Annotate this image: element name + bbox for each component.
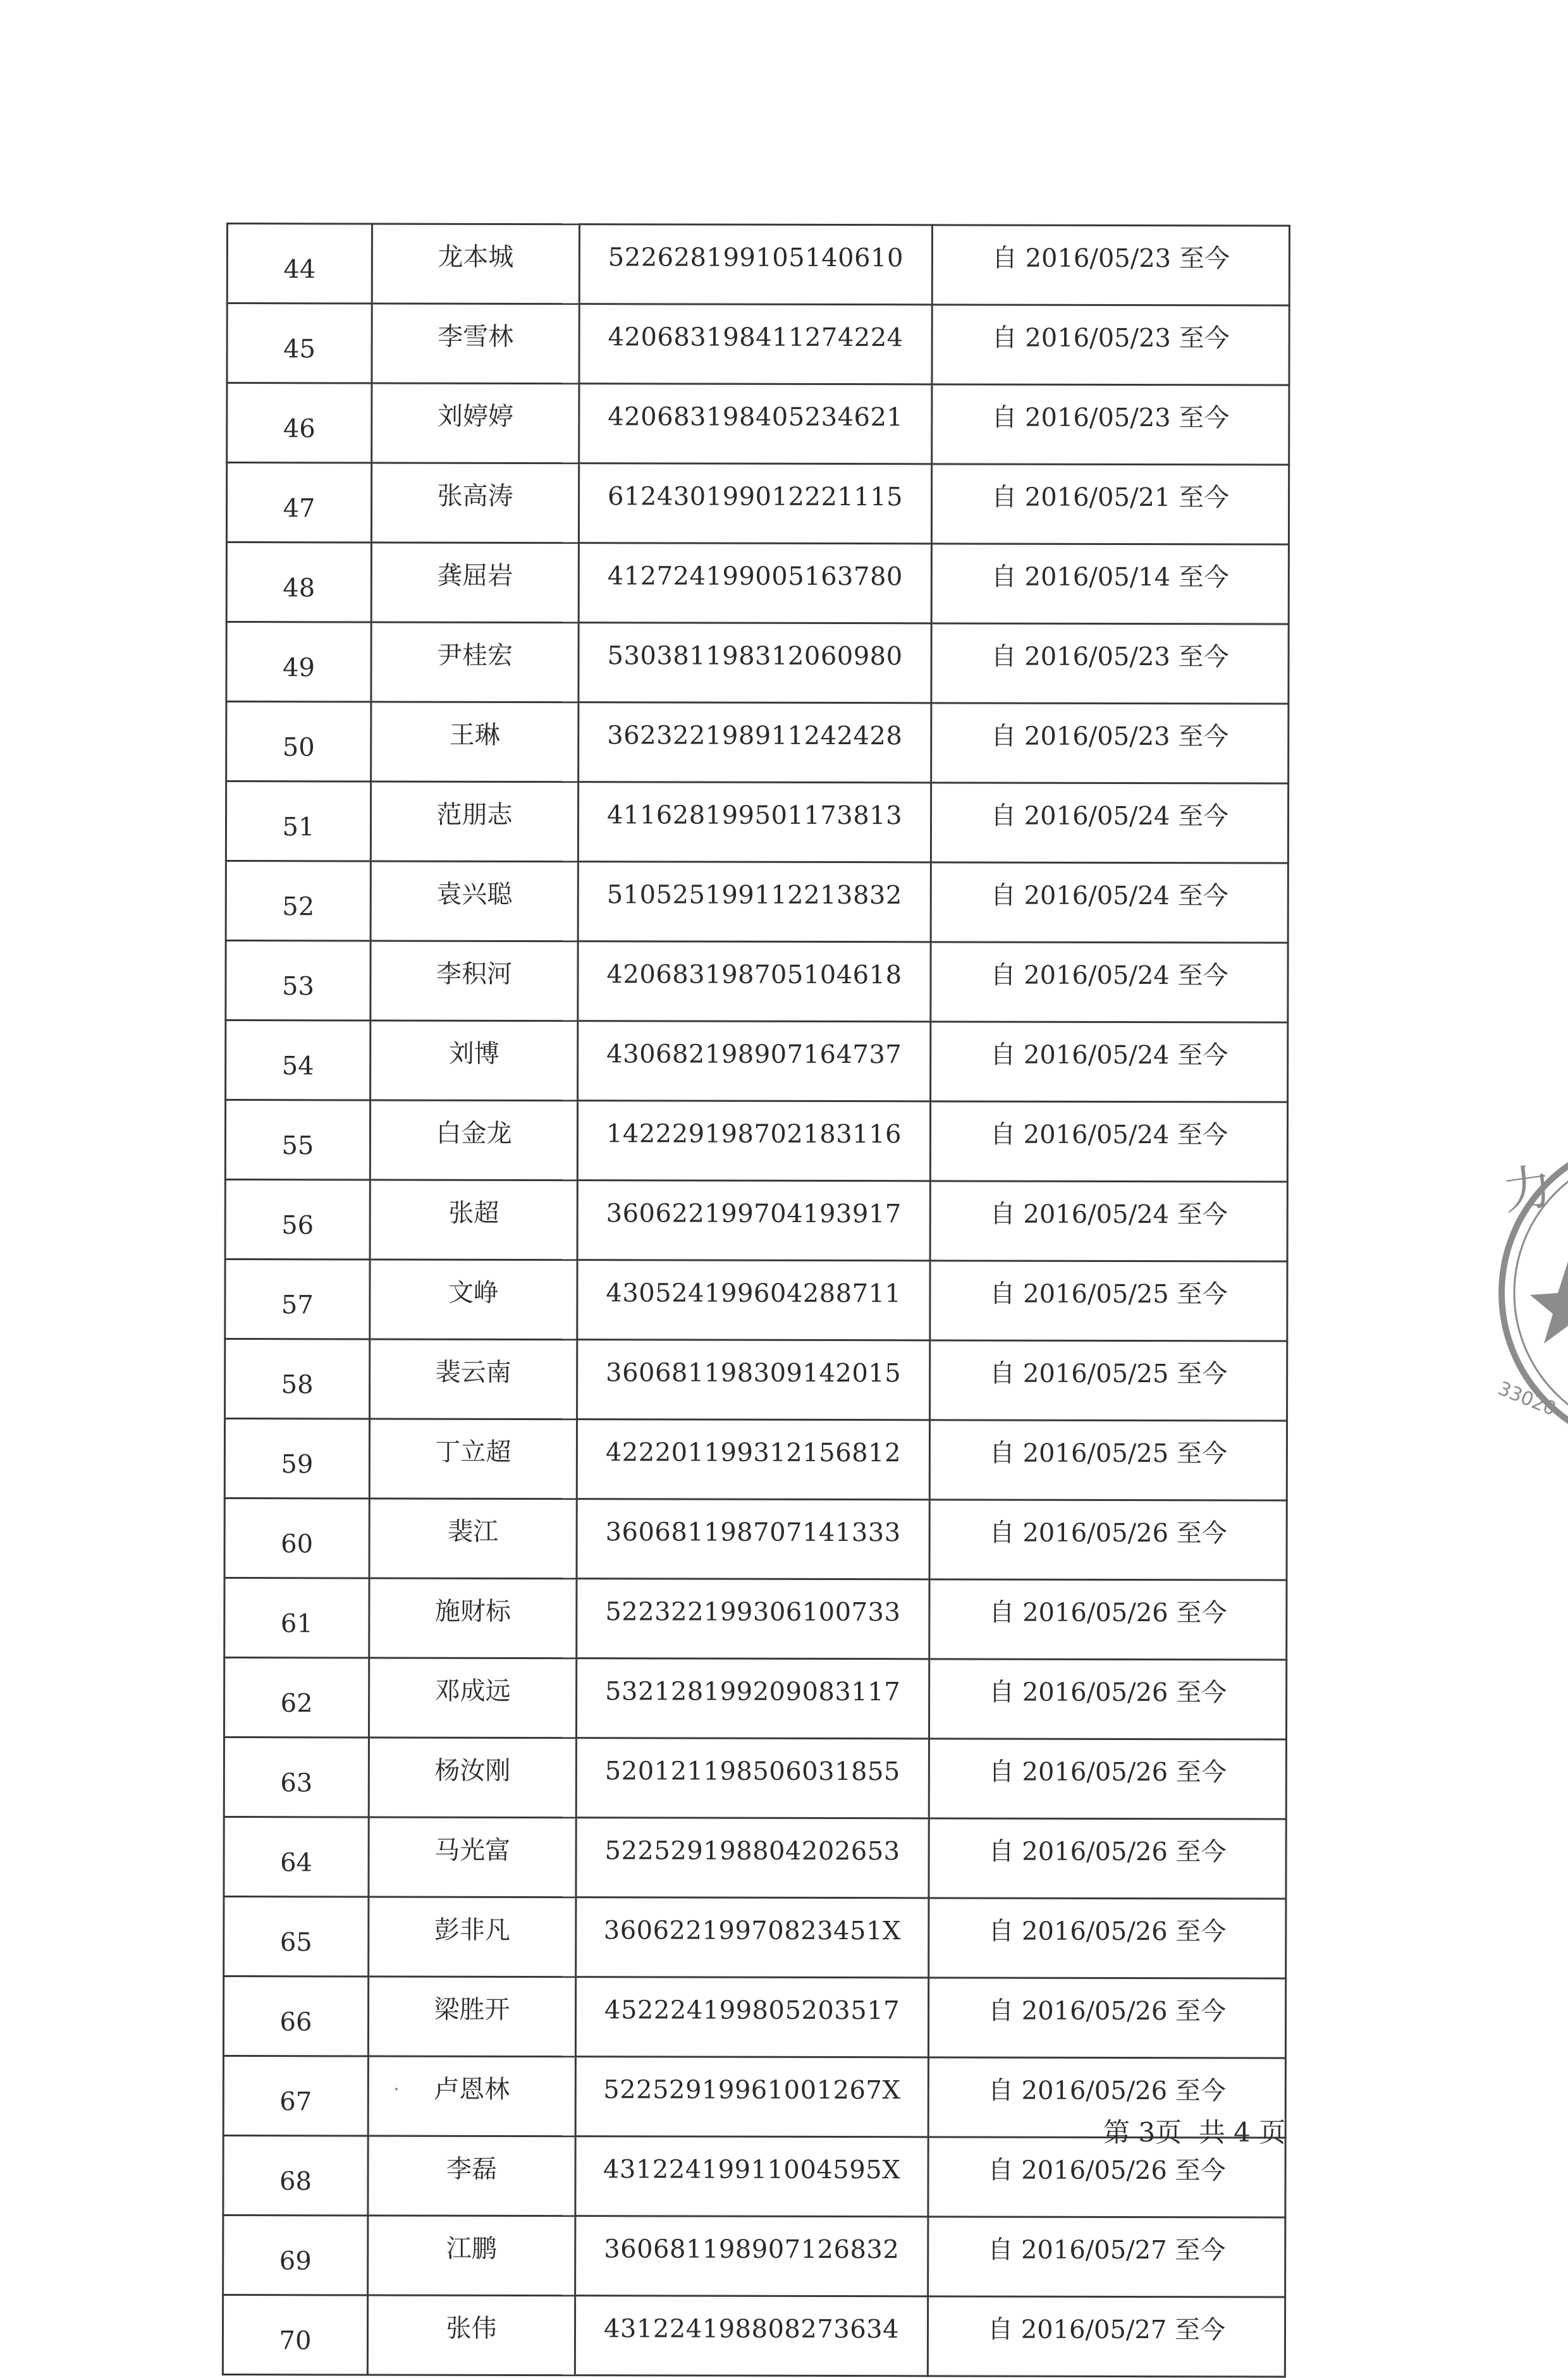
row-number: 64	[224, 1817, 369, 1896]
id-number: 412724199005163780	[579, 543, 931, 623]
employment-period: 自 2016/05/24 至今	[930, 1181, 1287, 1261]
employment-period: 自 2016/05/23 至今	[932, 305, 1289, 385]
table-row	[224, 1896, 1286, 1978]
employee-name: 刘婷婷	[372, 383, 579, 463]
table-row	[227, 383, 1289, 465]
employee-name: 李积河	[371, 941, 578, 1021]
table-row	[224, 1578, 1287, 1660]
employee-name: 裴云南	[370, 1339, 577, 1419]
employee-name: 李磊	[368, 2136, 575, 2216]
table-row	[224, 1657, 1286, 1739]
id-number: 532128199209083117	[576, 1658, 929, 1739]
employee-name: 李雪林	[372, 303, 579, 384]
row-number: 46	[227, 383, 372, 463]
table-row	[225, 1179, 1287, 1261]
id-number: 430524199604288711	[577, 1260, 930, 1340]
employee-name: 文峥	[370, 1259, 577, 1340]
table-row	[226, 702, 1289, 784]
row-number: 56	[225, 1179, 370, 1259]
employment-period: 自 2016/05/23 至今	[932, 384, 1289, 465]
table-row	[226, 781, 1288, 864]
table-row	[225, 1339, 1287, 1421]
employment-period: 自 2016/05/21 至今	[931, 464, 1289, 544]
row-number: 45	[227, 303, 372, 383]
employee-name: 张伟	[367, 2295, 575, 2375]
table-row	[227, 224, 1289, 306]
id-number: 420683198405234621	[579, 384, 932, 464]
row-number: 44	[227, 224, 372, 303]
id-number: 520121198506031855	[576, 1738, 929, 1818]
id-number: 142229198702183116	[577, 1101, 930, 1181]
employee-table-body	[223, 224, 1289, 2377]
employment-period: 自 2016/05/24 至今	[931, 942, 1288, 1022]
id-number: 411628199501173813	[578, 782, 931, 862]
employment-period: 自 2016/05/27 至今	[928, 2217, 1285, 2297]
table-row	[225, 1100, 1287, 1182]
row-number: 62	[224, 1657, 369, 1737]
row-number: 54	[226, 1020, 371, 1100]
employee-name: 彭非凡	[369, 1897, 576, 1977]
employment-period: 自 2016/05/25 至今	[930, 1261, 1287, 1341]
table-row	[223, 2215, 1285, 2297]
row-number: 51	[226, 781, 371, 861]
table-row	[226, 542, 1289, 625]
row-number: 48	[226, 542, 371, 622]
id-number: 360681198907126832	[575, 2216, 928, 2296]
employment-period: 自 2016/05/26 至今	[929, 1898, 1286, 1978]
id-number: 522628199105140610	[579, 224, 932, 305]
table-row	[224, 1817, 1286, 1899]
employment-period: 自 2016/05/26 至今	[928, 2137, 1285, 2217]
row-number: 68	[223, 2135, 368, 2215]
employment-period: 自 2016/05/24 至今	[930, 1101, 1287, 1182]
row-number: 53	[226, 941, 371, 1020]
employee-name: 白金龙	[370, 1100, 577, 1180]
employment-period: 自 2016/05/24 至今	[931, 783, 1288, 863]
table-row	[226, 941, 1288, 1023]
employment-period: 自 2016/05/23 至今	[932, 225, 1289, 305]
employee-name: 邓成远	[369, 1658, 576, 1738]
employee-name: 刘博	[371, 1020, 578, 1101]
employee-name: 卢恩林	[368, 2056, 575, 2136]
id-number: 43122419911004595X	[575, 2136, 928, 2217]
employee-name: 龙本城	[372, 224, 579, 304]
id-number: 530381198312060980	[579, 623, 931, 703]
row-number: 49	[226, 622, 371, 702]
employment-period: 自 2016/05/24 至今	[931, 862, 1288, 943]
employee-table	[222, 223, 1290, 2378]
id-number: 52252919961001267X	[575, 2057, 928, 2137]
row-number: 61	[224, 1578, 369, 1657]
row-number: 69	[223, 2215, 368, 2295]
table-row	[223, 1976, 1285, 2058]
employee-name: 施财标	[369, 1578, 577, 1658]
table-row	[226, 463, 1289, 545]
employee-name: 江鹏	[368, 2216, 575, 2296]
employment-period: 自 2016/05/26 至今	[929, 1579, 1287, 1660]
employment-period: 自 2016/05/27 至今	[928, 2296, 1285, 2377]
table-row	[223, 2295, 1285, 2377]
id-number: 510525199112213832	[578, 862, 931, 942]
employment-period: 自 2016/05/26 至今	[928, 1978, 1285, 2058]
employment-period: 自 2016/05/14 至今	[931, 544, 1289, 624]
employment-period: 自 2016/05/23 至今	[931, 623, 1289, 704]
employment-period: 自 2016/05/26 至今	[929, 1739, 1286, 1819]
page-number: 第 3页 共 4 页	[1103, 2117, 1286, 2148]
employee-name: 张高涛	[371, 463, 579, 543]
id-number: 522322199306100733	[577, 1579, 929, 1659]
employee-name: 张超	[370, 1180, 577, 1260]
id-number: 522529198804202653	[576, 1818, 929, 1898]
employment-period: 自 2016/05/25 至今	[929, 1420, 1287, 1500]
row-number: 60	[224, 1498, 369, 1578]
row-number: 59	[224, 1418, 369, 1498]
row-number: 65	[224, 1896, 369, 1976]
employment-period: 自 2016/05/26 至今	[929, 1818, 1286, 1899]
row-number: 47	[226, 463, 371, 542]
id-number: 452224199805203517	[575, 1977, 928, 2057]
seal-number: 33020	[1495, 1377, 1559, 1421]
official-seal	[1492, 1132, 1568, 1461]
row-number: 63	[224, 1737, 369, 1817]
row-number: 66	[223, 1976, 368, 2056]
employee-name: 王琳	[371, 702, 579, 782]
employee-name: 杨汝刚	[369, 1738, 576, 1818]
table-row	[224, 1418, 1287, 1500]
employment-period: 自 2016/05/23 至今	[931, 703, 1289, 783]
table-row	[227, 303, 1289, 386]
row-number: 55	[225, 1100, 370, 1180]
row-number: 58	[225, 1339, 370, 1418]
id-number: 430682198907164737	[578, 1021, 931, 1101]
id-number: 360681198707141333	[577, 1499, 929, 1579]
id-number: 360622199704193917	[577, 1180, 930, 1261]
id-number: 420683198411274224	[579, 304, 932, 384]
employee-name: 裴江	[369, 1499, 577, 1579]
employment-period: 自 2016/05/25 至今	[930, 1340, 1287, 1421]
table-row	[226, 861, 1288, 943]
id-number: 420683198705104618	[578, 941, 931, 1022]
employment-period: 自 2016/05/26 至今	[929, 1500, 1287, 1580]
row-number: 67	[223, 2056, 368, 2135]
employee-name: 尹桂宏	[371, 622, 579, 702]
table-row	[226, 622, 1289, 704]
id-number: 422201199312156812	[577, 1419, 929, 1500]
table-row	[225, 1259, 1287, 1341]
table-row	[226, 1020, 1288, 1103]
employee-name: 龚屈岩	[371, 542, 579, 623]
table-row	[224, 1737, 1286, 1819]
row-number: 57	[225, 1259, 370, 1339]
id-number: 612430199012221115	[579, 463, 931, 544]
employee-name: 袁兴聪	[371, 861, 578, 941]
employee-name: 丁立超	[369, 1419, 577, 1499]
scan-speck	[395, 2088, 398, 2090]
row-number: 70	[223, 2295, 367, 2374]
row-number: 50	[226, 702, 371, 781]
id-number: 431224198808273634	[575, 2296, 928, 2376]
svg-text:力: 力	[1499, 1158, 1556, 1222]
employee-name: 范朋志	[371, 781, 578, 862]
employment-period: 自 2016/05/24 至今	[931, 1022, 1288, 1102]
employment-period: 自 2016/05/26 至今	[929, 1659, 1286, 1739]
row-number: 52	[226, 861, 371, 941]
id-number: 36062219970823451X	[576, 1897, 929, 1978]
id-number: 360681198309142015	[577, 1340, 930, 1420]
employee-name: 梁胜开	[368, 1977, 575, 2057]
id-number: 362322198911242428	[579, 702, 931, 783]
employment-period: 自 2016/05/26 至今	[928, 2057, 1285, 2138]
table-row	[224, 1498, 1287, 1580]
employee-name: 马光富	[369, 1817, 576, 1897]
